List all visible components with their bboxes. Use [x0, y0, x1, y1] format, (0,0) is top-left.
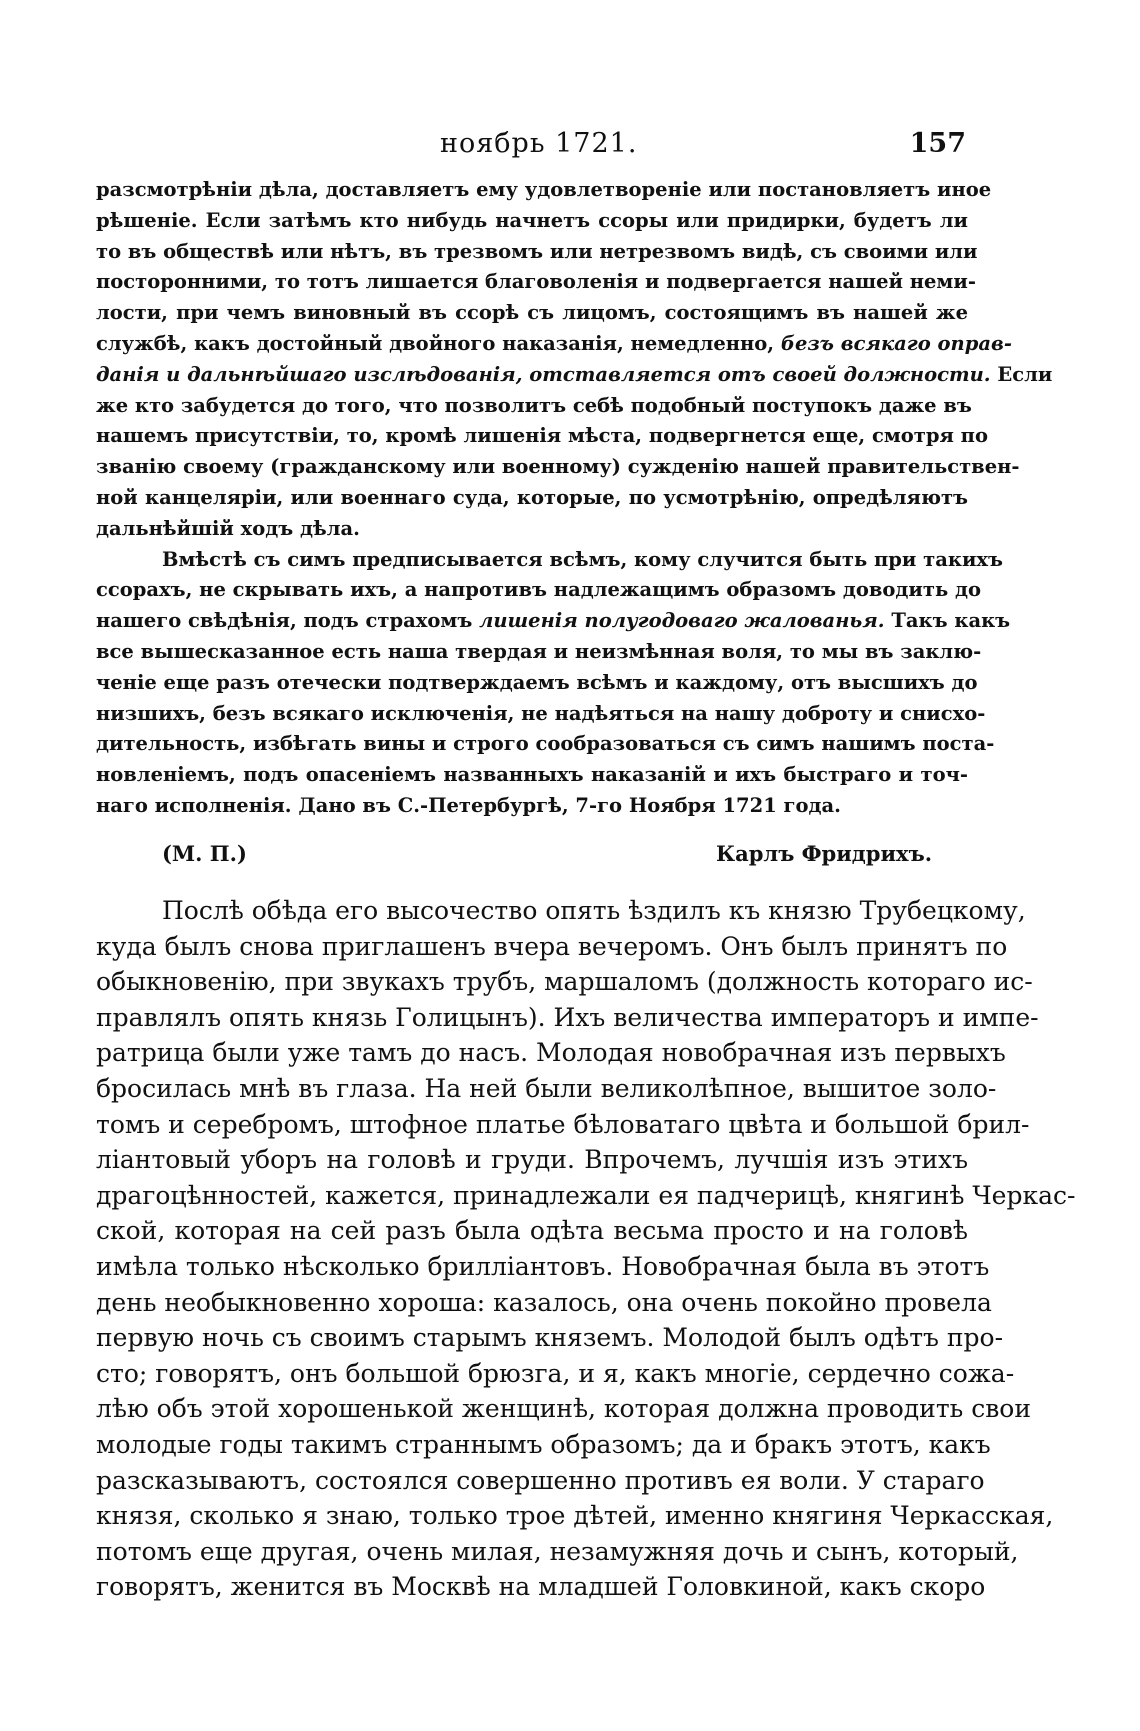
narrative-line: разсказываютъ, состоялся совершенно противъ ея воли. У стараго	[96, 1465, 985, 1495]
narrative-line: говорятъ, женится въ Москвѣ на младшей Головкиной, какъ скоро	[96, 1572, 986, 1602]
page-header	[150, 124, 966, 164]
decree-line-mixed	[96, 606, 1011, 637]
narrative-line: день необыкновенно хороша: казалось, она очень покойно провела	[96, 1287, 992, 1317]
decree-line: лости, при чемъ виновный въ ссорѣ съ лицомъ, состоящимъ въ нашей же	[96, 301, 968, 325]
decree-line: наго исполненія. Дано въ С.-Петербургѣ, 7-го Ноября 1721 года.	[96, 793, 841, 817]
narrative-line: томъ и серебромъ, штофное платье бѣловатаго цвѣта и большой брил-	[96, 1109, 1030, 1139]
page-number: 157	[909, 128, 966, 159]
italic-phrase: безъ всякаго оправ-	[780, 331, 1012, 355]
narrative-line: сто; говорятъ, онъ большой брюзга, и я, какъ многіе, сердечно сожа-	[96, 1358, 1015, 1388]
decree-line-text: Такъ какъ	[884, 609, 1011, 633]
decree-line: дальнѣйшій ходъ дѣла.	[96, 516, 360, 540]
italic-phrase: лишенія полугодоваго жалованья.	[479, 609, 885, 633]
decree-line: Вмѣстѣ съ симъ предписывается всѣмъ, кому случится быть при такихъ	[162, 547, 1004, 571]
running-head: ноябрь 1721.	[440, 128, 638, 159]
decree-line-text: службѣ, какъ достойный двойного наказанія, немедленно,	[96, 331, 781, 355]
decree-line: ссорахъ, не скрывать ихъ, а напротивъ надлежащимъ образомъ доводить до	[96, 578, 981, 602]
narrative-line: имѣла только нѣсколько бриллiантовъ. Новобрачная была въ этотъ	[96, 1251, 990, 1281]
decree-line: дительность, избѣгать вины и строго сообразоваться съ симъ нашимъ поста-	[96, 732, 995, 756]
signer-name: Карлъ Фридрихъ.	[716, 841, 932, 866]
decree-line-text: нашего свѣдѣнія, подъ страхомъ	[96, 609, 480, 633]
narrative-line: ліантовый уборъ на головѣ и груди. Впрочемъ, лучшія изъ этихъ	[96, 1145, 968, 1175]
narrative-line: князя, сколько я знаю, только трое дѣтей, именно княгиня Черкасская,	[96, 1501, 1054, 1531]
narrative-line: молодые годы такимъ страннымъ образомъ; да и бракъ этотъ, какъ	[96, 1429, 991, 1459]
decree-line: ченіе еще разъ отечески подтверждаемъ всѣмъ и каждому, отъ высшихъ до	[96, 670, 978, 694]
decree-line-mixed	[96, 329, 1012, 360]
decree-line: рѣшеніе. Если затѣмъ кто нибудь начнетъ ссоры или придирки, будетъ ли	[96, 208, 968, 232]
narrative-line: первую ночь съ своимъ старымъ княземъ. Молодой былъ одѣтъ про-	[96, 1323, 1004, 1353]
narrative-line: Послѣ обѣда его высочество опять ѣздилъ къ князю Трубецкому,	[162, 896, 1026, 925]
decree-line: посторонними, то тотъ лишается благоволенія и подвергается нашей неми-	[96, 270, 976, 294]
decree-line: то въ обществѣ или нѣтъ, въ трезвомъ или нетрезвомъ видѣ, съ своими или	[96, 239, 978, 263]
narrative-text	[96, 893, 1076, 1605]
italic-phrase: данія и дальнѣйшаго изслѣдованія, отставляется отъ своей должности.	[96, 362, 991, 386]
narrative-line: лѣю объ этой хорошенькой женщинѣ, которая должна проводить свои	[96, 1394, 1032, 1424]
decree-line-mixed	[96, 360, 1053, 391]
decree-line: званію своему (гражданскому или военному) сужденію нашей правительствен-	[96, 455, 1020, 479]
decree-line-text: Если	[990, 362, 1053, 386]
decree-line: ной канцеляріи, или военнаго суда, которые, по усмотрѣнію, опредѣляютъ	[96, 485, 968, 509]
decree-line: нашемъ присутствіи, то, кромѣ лишенія мѣста, подвергнется еще, смотря по	[96, 424, 988, 448]
decree-line: же кто забудется до того, что позволитъ себѣ подобный поступокъ даже въ	[96, 393, 972, 417]
narrative-line: обыкновенію, при звукахъ трубъ, маршаломъ (должность котораго ис-	[96, 967, 1033, 997]
narrative-line: бросилась мнѣ въ глаза. На ней были великолѣпное, вышитое золо-	[96, 1073, 997, 1103]
seal-mark: (М. П.)	[162, 841, 247, 866]
decree-line: все вышесказанное есть наша твердая и неизмѣнная воля, то мы въ заклю-	[96, 639, 982, 663]
decree-line: новленіемъ, подъ опасеніемъ названныхъ наказаній и ихъ быстраго и точ-	[96, 763, 968, 787]
narrative-line: драгоцѣнностей, кажется, принадлежали ея падчерицѣ, княгинѣ Черкас-	[96, 1180, 1076, 1210]
narrative-line: куда былъ снова приглашенъ вчера вечеромъ. Онъ былъ принятъ по	[96, 931, 1008, 961]
narrative-line: ской, которая на сей разъ была одѣта весьма просто и на головѣ	[96, 1216, 968, 1246]
narrative-line: правлялъ опять князь Голицынъ). Ихъ величества императоръ и импе-	[96, 1002, 1039, 1032]
decree-line: разсмотрѣніи дѣла, доставляетъ ему удовлетвореніе или постановляетъ иное	[96, 178, 992, 201]
narrative-line: ратрица были уже тамъ до насъ. Молодая новобрачная изъ первыхъ	[96, 1038, 1006, 1068]
narrative-line: потомъ еще другая, очень милая, незамужняя дочь и сынъ, который,	[96, 1536, 1019, 1566]
decree-line: низшихъ, безъ всякаго исключенія, не надѣяться на нашу доброту и снисхо-	[96, 701, 986, 725]
decree-text	[96, 175, 1053, 822]
